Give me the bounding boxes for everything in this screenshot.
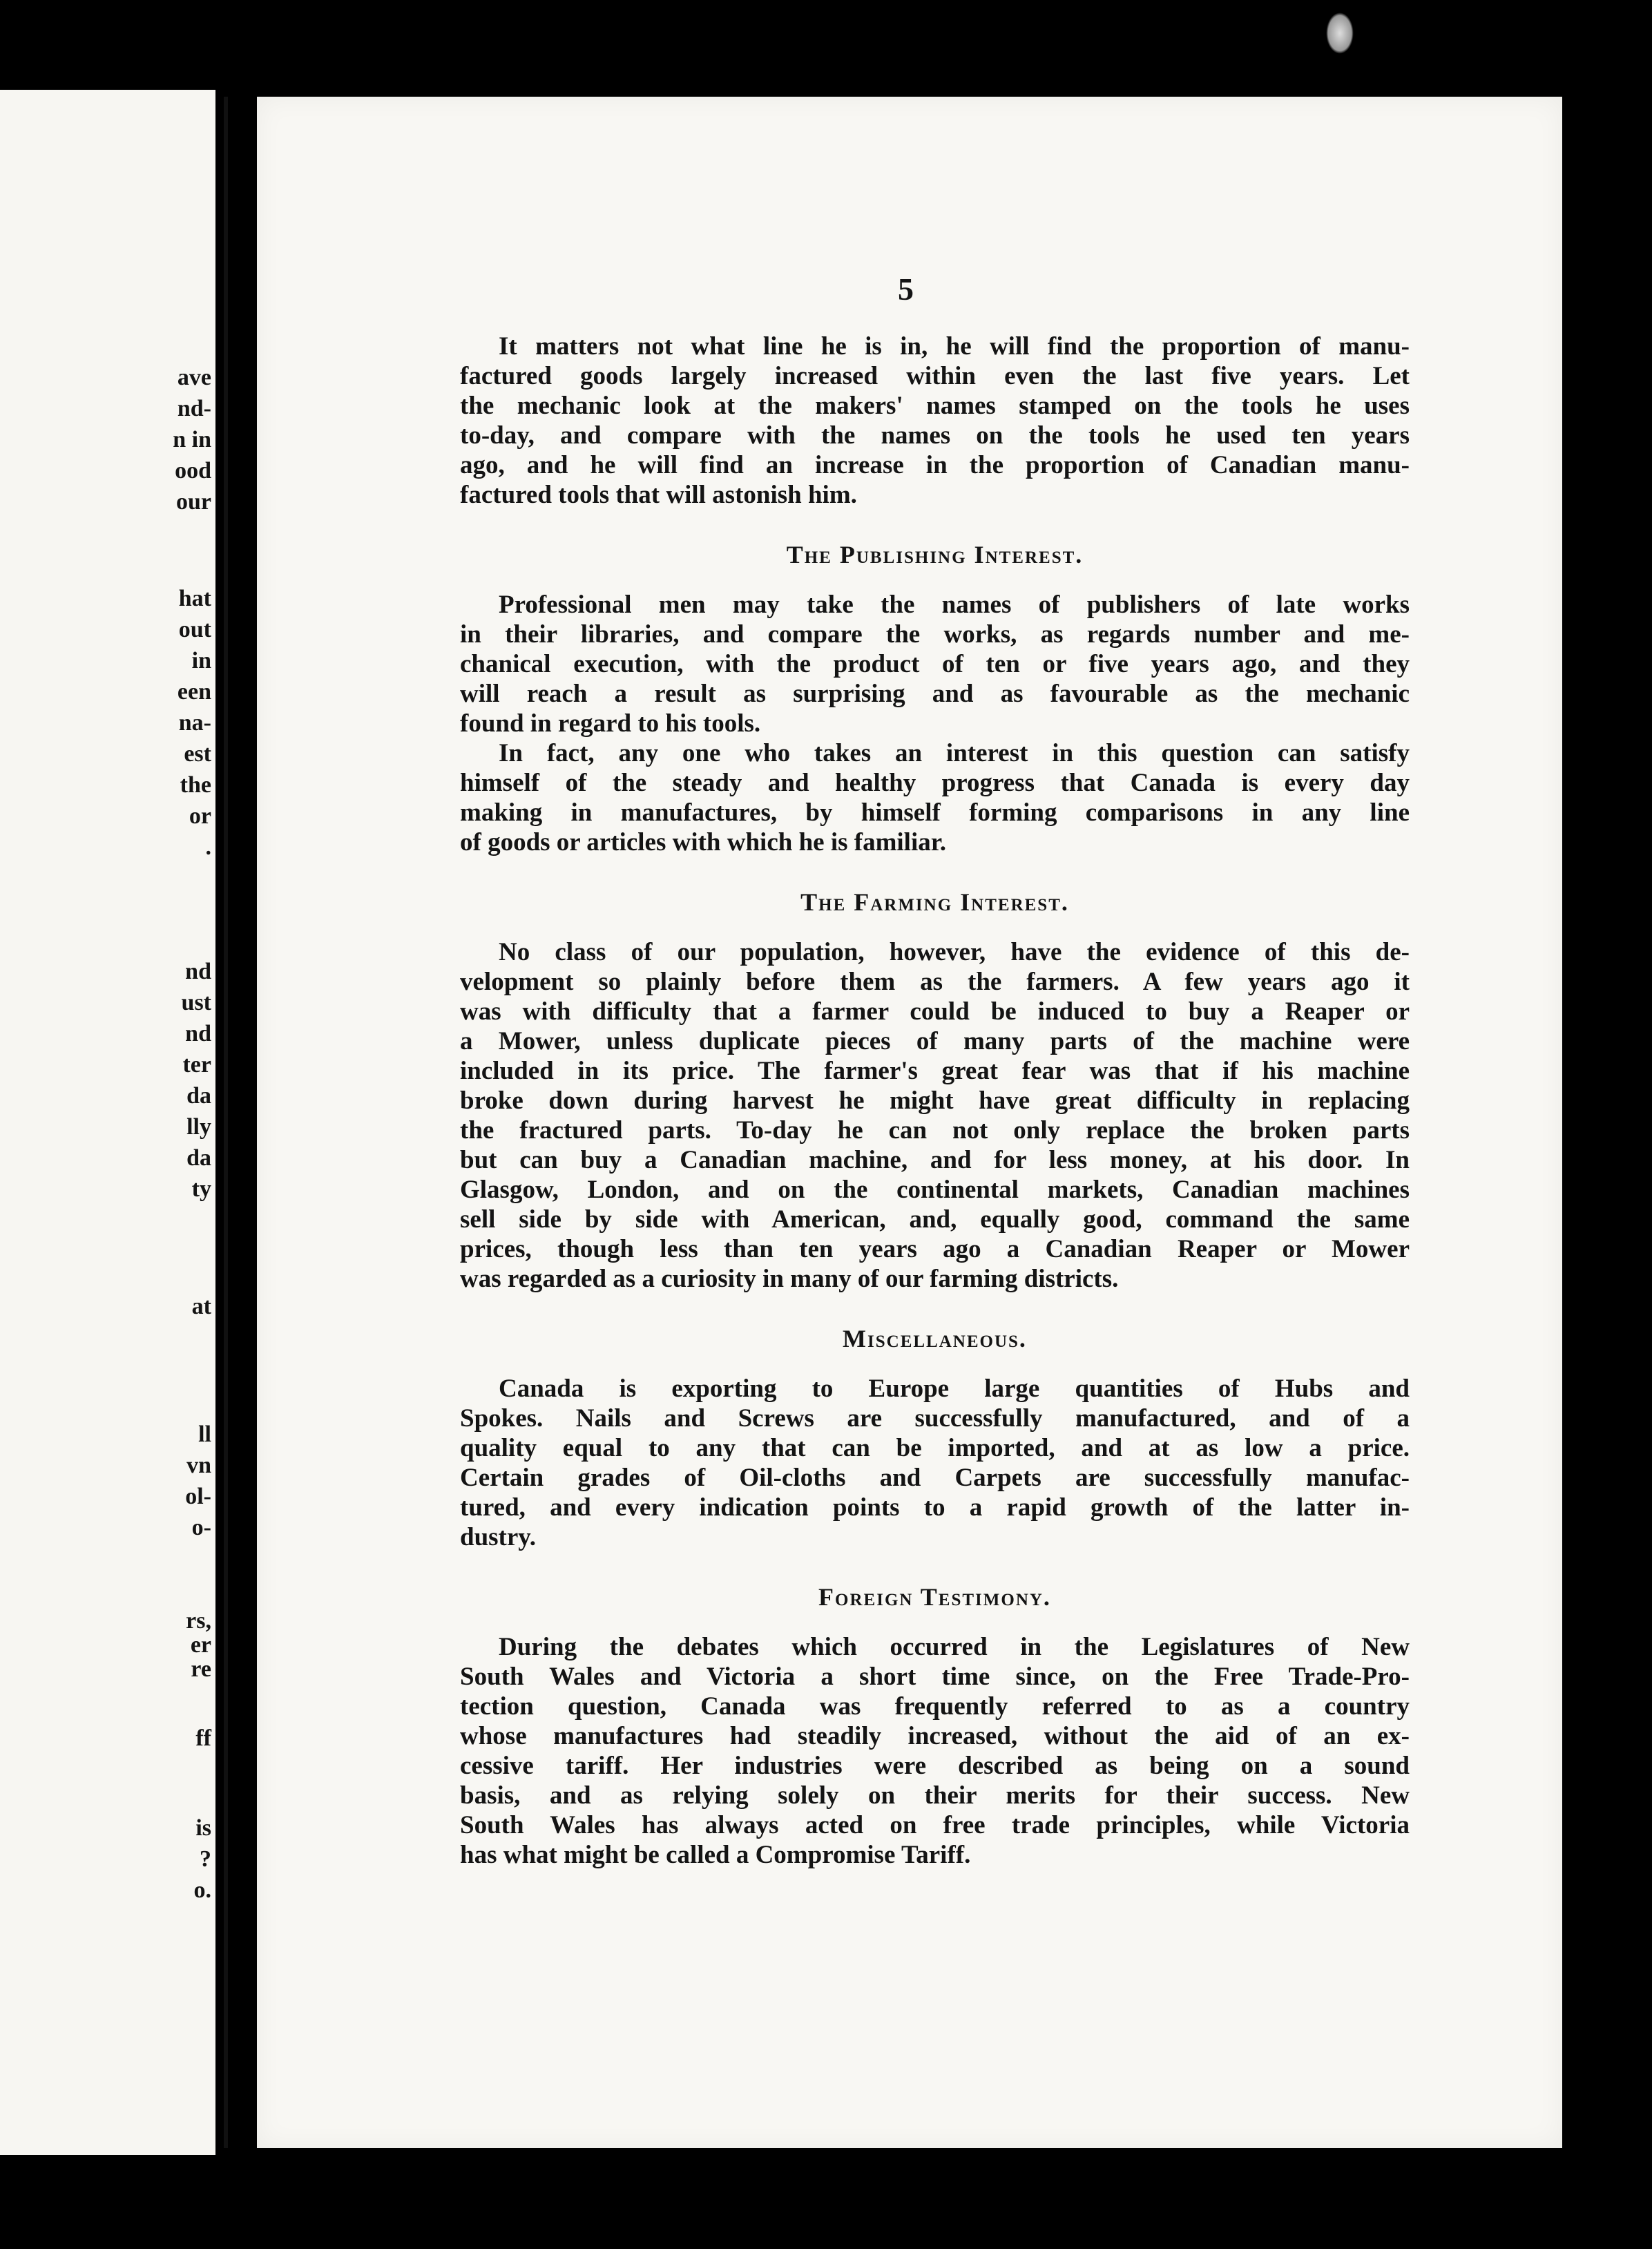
text-line: velopment so plainly before them as the farmers. A few years ago it	[460, 968, 1410, 996]
facing-page-fragment-text: our	[176, 489, 211, 515]
page-edge	[224, 97, 228, 2148]
facing-page-fragment-text: rs,	[186, 1608, 211, 1634]
foreign-testimony-paragraph	[460, 1632, 1410, 1870]
text-line: the mechanic look at the makers' names stamped on the tools he uses	[460, 392, 1410, 420]
facing-page-fragment-text: er	[190, 1632, 211, 1658]
facing-page-fragment-text: .	[205, 834, 211, 860]
facing-page-fragment-text: n in	[173, 427, 211, 452]
text-line: cessive tariff. Her industries were described as being on a sound	[460, 1752, 1410, 1780]
text-line: Glasgow, London, and on the continental markets, Canadian machines	[460, 1176, 1410, 1204]
facing-page-fragment-text: een	[177, 679, 211, 705]
facing-page-fragment-text: in	[191, 648, 211, 673]
facing-page-fragment-text: hat	[178, 586, 211, 611]
scanner-artifact	[1326, 12, 1354, 54]
text-line: was regarded as a curiosity in many of our farming districts.	[460, 1265, 1119, 1293]
facing-page-fragment-text: ff	[195, 1725, 211, 1751]
miscellaneous-heading: Miscellaneous.	[843, 1325, 1027, 1352]
publishing-heading: The Publishing Interest.	[786, 541, 1084, 568]
page-number: 5	[898, 271, 914, 307]
facing-page-fragment-text: at	[191, 1294, 211, 1319]
text-line: was with difficulty that a farmer could be induced to buy a Reaper or	[460, 997, 1410, 1026]
text-line: chanical execution, with the product of ten or five years ago, and they	[460, 650, 1410, 678]
text-line: South Wales has always acted on free trade principles, while Victoria	[460, 1811, 1410, 1839]
facing-page-fragment-text: re	[191, 1656, 211, 1682]
facing-page-fragment-text: ol-	[185, 1484, 211, 1509]
facing-page-fragment-text: o-	[191, 1515, 211, 1540]
facing-page-fragment-text: ust	[181, 990, 211, 1015]
facing-page-fragment-text: vn	[186, 1453, 211, 1478]
farming-heading: The Farming Interest.	[800, 888, 1069, 916]
text-line: South Wales and Victoria a short time since, on the Free Trade-Pro-	[460, 1663, 1410, 1691]
foreign-testimony-heading: Foreign Testimony.	[818, 1583, 1051, 1611]
text-line: It matters not what line he is in, he will find the proportion of manu-	[499, 332, 1410, 361]
facing-page-fragment-text: ll	[198, 1422, 211, 1447]
text-line: of goods or articles with which he is familiar.	[460, 828, 947, 856]
text-line: In fact, any one who takes an interest in this question can satisfy	[499, 739, 1410, 767]
publishing-paragraph-1	[460, 590, 1410, 738]
text-line: tured, and every indication points to a rapid growth of the latter in-	[460, 1493, 1410, 1522]
text-line: himself of the steady and healthy progress that Canada is every day	[460, 769, 1410, 797]
text-line: whose manufactures had steadily increased, without the aid of an ex-	[460, 1722, 1410, 1750]
publishing-paragraph-2	[460, 738, 1410, 857]
facing-page-fragment-text: ood	[175, 458, 211, 484]
text-line: Professional men may take the names of publishers of late works	[499, 591, 1410, 619]
facing-page-fragment-text: da	[186, 1083, 211, 1109]
text-line: has what might be called a Compromise Tariff.	[460, 1841, 971, 1869]
text-line: Canada is exporting to Europe large quantities of Hubs and	[499, 1375, 1410, 1403]
facing-page-fragment-text: nd-	[177, 396, 211, 421]
facing-page-fragment-text: nd	[185, 1021, 211, 1046]
text-line: the fractured parts. To-day he can not only replace the broken parts	[460, 1116, 1410, 1145]
text-line: but can buy a Canadian machine, and for less money, at his door. In	[460, 1146, 1410, 1174]
text-line: basis, and as relying solely on their merits for their success. New	[460, 1781, 1410, 1810]
facing-page-fragment-text: the	[180, 772, 211, 798]
facing-page-fragment-text: na-	[178, 710, 211, 736]
text-line: in their libraries, and compare the works, as regards number and me-	[460, 620, 1410, 649]
facing-page-fragment-text: nd	[185, 959, 211, 984]
facing-page-fragment-text: or	[189, 803, 211, 829]
text-line: a Mower, unless duplicate pieces of many parts of the machine were	[460, 1027, 1410, 1055]
intro-paragraph	[460, 332, 1410, 510]
text-line: factured tools that will astonish him.	[460, 481, 857, 509]
text-line: will reach a result as surprising and as favourable as the mechanic	[460, 680, 1410, 708]
text-line: to-day, and compare with the names on the tools he used ten years	[460, 421, 1410, 450]
text-line: tection question, Canada was frequently referred to as a country	[460, 1692, 1410, 1721]
text-line: Spokes. Nails and Screws are successfully manufactured, and of a	[460, 1404, 1410, 1433]
facing-page-fragment-text: ter	[182, 1052, 211, 1078]
facing-page-fragment-text: o.	[193, 1877, 211, 1903]
text-line: making in manufactures, by himself forming comparisons in any line	[460, 798, 1410, 827]
facing-page-fragment-text: ave	[177, 365, 211, 390]
miscellaneous-paragraph	[460, 1374, 1410, 1552]
facing-page-fragment	[0, 90, 215, 2155]
text-line: prices, though less than ten years ago a Canadian Reaper or Mower	[460, 1235, 1410, 1263]
facing-page-fragment-text: ty	[191, 1176, 211, 1202]
text-line: dustry.	[460, 1523, 537, 1551]
text-line: No class of our population, however, have the evidence of this de-	[499, 938, 1410, 966]
text-line: quality equal to any that can be imported, and at as low a price.	[460, 1434, 1410, 1462]
facing-page-fragment-text: ?	[200, 1846, 211, 1872]
farming-paragraph	[460, 937, 1410, 1294]
facing-page-fragment-text: is	[195, 1815, 211, 1841]
text-line: broke down during harvest he might have great difficulty in replacing	[460, 1087, 1410, 1115]
text-line: ago, and he will find an increase in the proportion of Canadian manu-	[460, 451, 1410, 479]
text-line: During the debates which occurred in the Legislatures of New	[499, 1633, 1410, 1661]
text-line: found in regard to his tools.	[460, 709, 761, 738]
text-line: Certain grades of Oil-cloths and Carpets are successfully manufac-	[460, 1464, 1410, 1492]
page-body	[460, 332, 1410, 1870]
facing-page-fragment-text: da	[186, 1145, 211, 1171]
facing-page-fragment-text: lly	[186, 1114, 211, 1140]
facing-page-fragment-text: out	[178, 617, 211, 642]
text-line: sell side by side with American, and, equally good, command the same	[460, 1205, 1410, 1234]
text-line: factured goods largely increased within even the last five years. Let	[460, 362, 1410, 390]
facing-page-fragment-text: est	[184, 741, 211, 767]
text-line: included in its price. The farmer's great fear was that if his machine	[460, 1057, 1410, 1085]
